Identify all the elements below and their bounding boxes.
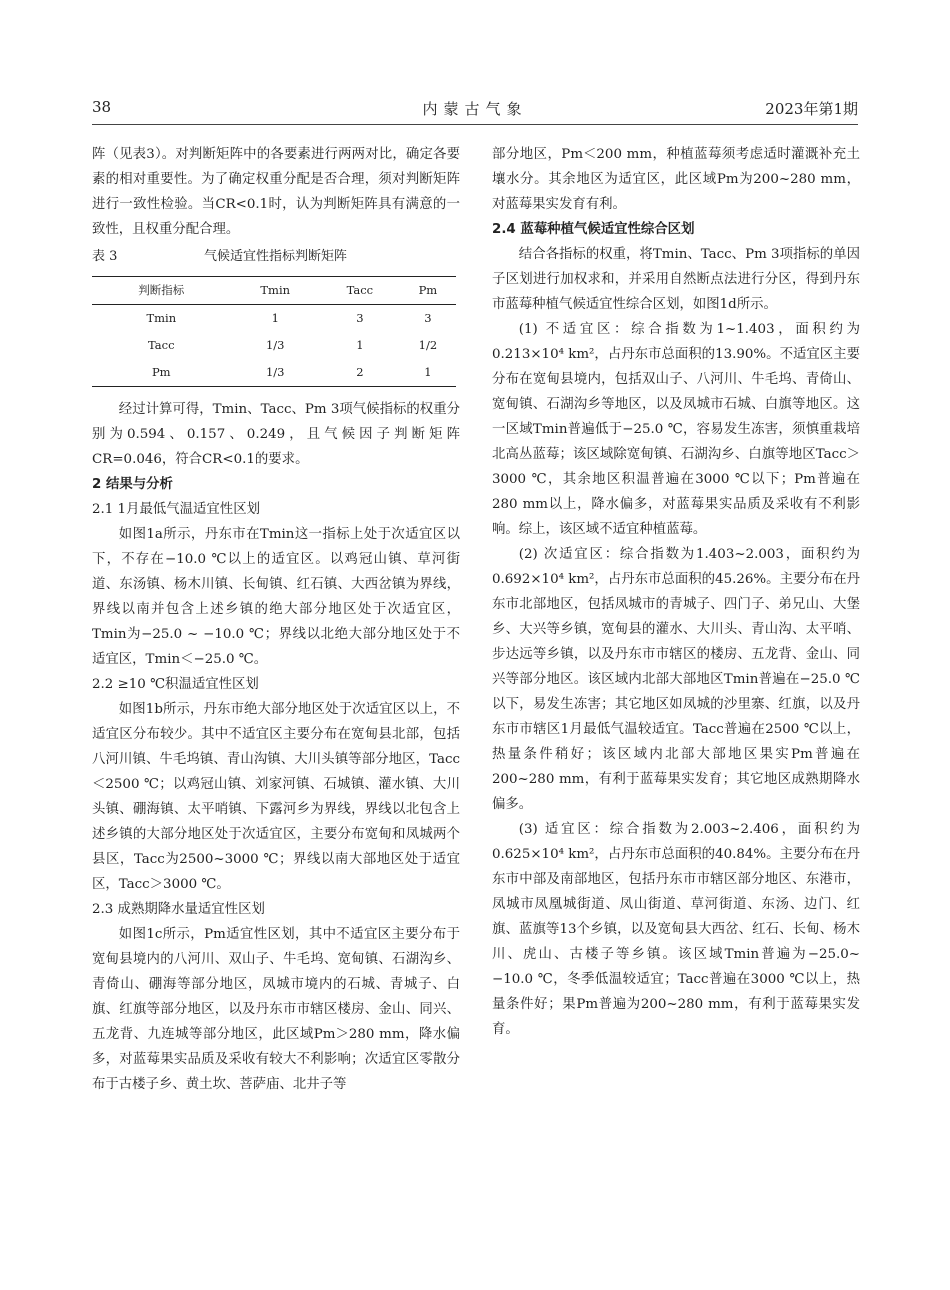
table-cell: 3 xyxy=(424,311,432,325)
paragraph-subsuitable-zone: (2) 次适宜区：综合指数为1.403~2.003，面积约为0.692×10⁴ km²，占丹东市总面积的45.26%。主要分布在丹东市北部地区，包括凤城市的青城子、四门子、弟兄山、大堡乡、大兴等乡镇，宽甸县的灌水、大川头、青山沟、太平哨、步达远等乡镇，以及丹东市市辖区的楼房、五龙背、金山、同兴等部分地区。该区域内北部大部地区Tmin普遍在−25.0 ℃以下，易发生冻害；其它地区如凤城的沙里寨、红旗，以及丹东市市辖区1月最低气温较适宜。Tacc普遍在2500 ℃以上，热量条件稍好；该区域内北部大部地区果实Pm普遍在200~280 mm，有利于蓝莓果实发育；其它地区成熟期降水偏多。 xyxy=(492,547,860,812)
table-cell: Tmin xyxy=(146,311,177,325)
table-header-cell: Pm xyxy=(418,283,438,297)
subsection-heading: 2.3 成熟期降水量适宜性区划 xyxy=(92,902,265,917)
table-cell: 2 xyxy=(356,365,364,379)
subsection-heading: 2.4 蓝莓种植气候适宜性综合区划 xyxy=(492,222,695,237)
table-cell: 1 xyxy=(356,338,364,352)
table-row xyxy=(92,359,456,387)
table-cell: 1/2 xyxy=(418,338,438,352)
subsection-heading: 2.1 1月最低气温适宜性区划 xyxy=(92,502,260,517)
table-cell: 1 xyxy=(271,311,279,325)
table-header-cell: Tmin xyxy=(260,283,291,297)
paragraph: 如图1a所示，丹东市在Tmin这一指标上处于次适宜区以下，不存在−10.0 ℃以上的适宜区。以鸡冠山镇、草河街道、东汤镇、杨木川镇、长甸镇、红石镇、大西岔镇为界线，界线以南并包含上述乡镇的绝大部分地区处于次适宜区，Tmin为−25.0 ~ −10.0 ℃；界线以北绝大部分地区处于不适宜区，Tmin＜−25.0 ℃。 xyxy=(92,527,460,667)
table-header-cell: 判断指标 xyxy=(138,283,185,297)
right-column xyxy=(492,142,860,1042)
paragraph: 结合各指标的权重，将Tmin、Tacc、Pm 3项指标的单因子区划进行加权求和，并采用自然断点法进行分区，得到丹东市蓝莓种植气候适宜性综合区划，如图1d所示。 xyxy=(492,247,860,312)
table-title: 气候适宜性指标判断矩阵 xyxy=(204,249,348,264)
paragraph: 阵（见表3）。对判断矩阵中的各要素进行两两对比，确定各要素的相对重要性。为了确定权重分配是否合理，须对判断矩阵进行一致性检验。当CR<0.1时，认为判断矩阵具有满意的一致性，且权重分配合理。 xyxy=(92,147,460,237)
table-cell: 1 xyxy=(424,365,432,379)
judgment-matrix-table xyxy=(92,276,456,387)
subsection-heading: 2.2 ≥10 ℃积温适宜性区划 xyxy=(92,677,259,692)
table-number: 表 3 xyxy=(92,249,118,264)
table-cell: Tacc xyxy=(148,338,175,352)
issue-label: 2023年第1期 xyxy=(765,100,858,118)
left-column xyxy=(92,142,460,1097)
paragraph: 部分地区，Pm＜200 mm，种植蓝莓须考虑适时灌溉补充土壤水分。其余地区为适宜区，此区域Pm为200~280 mm，对蓝莓果实发育有利。 xyxy=(492,147,860,212)
table-caption xyxy=(92,244,460,270)
table-header-row xyxy=(92,277,456,305)
table-cell: Pm xyxy=(151,365,171,379)
section-heading: 2 结果与分析 xyxy=(92,477,173,492)
table-row xyxy=(92,305,456,333)
header-rule xyxy=(92,124,858,125)
page-number: 38 xyxy=(92,98,112,116)
paragraph-unsuitable-zone: (1) 不适宜区：综合指数为1~1.403，面积约为0.213×10⁴ km²，占丹东市总面积的13.90%。不适宜区主要分布在宽甸县境内，包括双山子、八河川、牛毛坞、青倚山、宽甸镇、石湖沟乡等地区，以及凤城市石城、白旗等地区。这一区域Tmin普遍低于−25.0 ℃，容易发生冻害，须慎重栽培北高丛蓝莓；该区域除宽甸镇、石湖沟乡、白旗等地区Tacc＞3000 ℃，其余地区积温普遍在3000 ℃以下；Pm普遍在280 mm以上，降水偏多，对蓝莓果实品质及采收有不利影响。综上，该区域不适宜种植蓝莓。 xyxy=(492,322,860,537)
table-cell: 1/3 xyxy=(265,365,285,379)
paragraph-suitable-zone: (3) 适宜区：综合指数为2.003~2.406，面积约为0.625×10⁴ km²，占丹东市总面积的40.84%。主要分布在丹东市中部及南部地区，包括丹东市市辖区部分地区、东港市，凤城市凤凰城街道、凤山街道、草河街道、东汤、边门、红旗、蓝旗等13个乡镇，以及宽甸县大西岔、红石、长甸、杨木川、虎山、古楼子等乡镇。该区域Tmin普遍为−25.0~ −10.0 ℃，冬季低温较适宜；Tacc普遍在3000 ℃以上，热量条件好；果Pm普遍为200~280 mm，有利于蓝莓果实发育。 xyxy=(492,822,860,1037)
table-header-cell: Tacc xyxy=(346,283,374,297)
paragraph: 经过计算可得，Tmin、Tacc、Pm 3项气候指标的权重分别为0.594、0.157、0.249，且气候因子判断矩阵CR=0.046，符合CR<0.1的要求。 xyxy=(92,402,460,467)
table-row xyxy=(92,332,456,359)
table-cell: 3 xyxy=(356,311,364,325)
journal-title: 内蒙古气象 xyxy=(422,100,528,118)
page-header xyxy=(92,98,858,120)
paragraph: 如图1b所示，丹东市绝大部分地区处于次适宜区以上，不适宜区分布较少。其中不适宜区主要分布在宽甸县北部，包括八河川镇、牛毛坞镇、青山沟镇、大川头镇等部分地区，Tacc＜2500 ℃；以鸡冠山镇、刘家河镇、石城镇、灌水镇、大川头镇、硼海镇、太平哨镇、下露河乡为界线，界线以北包含上述乡镇的大部分地区处于次适宜区，主要分布宽甸和凤城两个县区，Tacc为2500~3000 ℃；界线以南大部地区处于适宜区，Tacc＞3000 ℃。 xyxy=(92,702,460,892)
table-cell: 1/3 xyxy=(265,338,285,352)
paragraph: 如图1c所示，Pm适宜性区划，其中不适宜区主要分布于宽甸县境内的八河川、双山子、牛毛坞、宽甸镇、石湖沟乡、青倚山、硼海等部分地区，凤城市境内的石城、青城子、白旗、红旗等部分地区，以及丹东市市辖区楼房、金山、同兴、五龙背、九连城等部分地区，此区域Pm＞280 mm，降水偏多，对蓝莓果实品质及采收有较大不利影响；次适宜区零散分布于古楼子乡、黄土坎、菩萨庙、北井子等 xyxy=(92,927,460,1092)
